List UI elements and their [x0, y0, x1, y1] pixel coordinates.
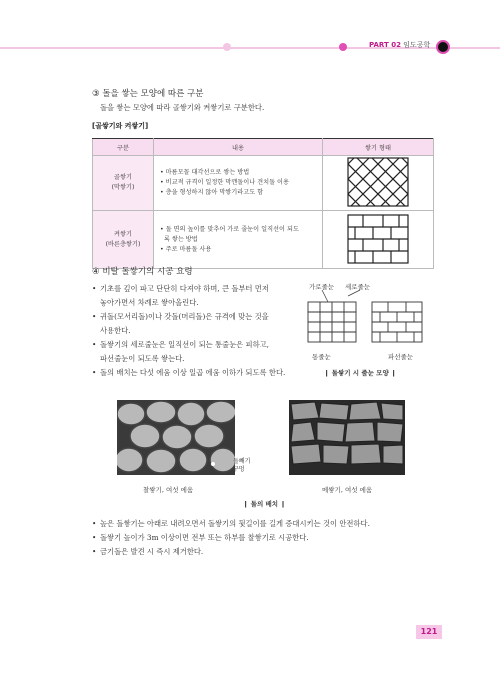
- list-item: • 금기돌은 발견 시 즉시 제거한다.: [92, 545, 432, 559]
- col-header: 내용: [154, 139, 323, 156]
- header-dot: [339, 43, 347, 51]
- coursed-pattern-figure: [323, 211, 434, 269]
- list-item: • 돌쌓기의 세로줄눈은 일직선이 되는 통줄눈은 피하고, 파선줄눈이 되도록 쌓는다.: [92, 338, 307, 366]
- diagonal-pattern-figure: [323, 156, 434, 211]
- section4-bullets: [92, 282, 307, 380]
- col-header: 쌓기 형태: [323, 139, 434, 156]
- list-item: • 돌의 배치는 다섯 에움 이상 일곱 에움 이하가 되도록 한다.: [92, 366, 307, 380]
- label-horizontal-joint: 가로줄눈: [309, 283, 335, 291]
- row-desc: • 돌 면의 높이를 맞추어 가로 줄눈이 일직선이 되도 록 쌓는 방법 • 주로 마름돌 사용: [154, 211, 323, 269]
- dry-masonry-photo: [289, 400, 405, 475]
- notes-list: [92, 517, 432, 559]
- part-label: PART 02 임도공학: [369, 41, 431, 49]
- page-number: 121: [416, 625, 442, 639]
- table-row: [93, 156, 434, 211]
- label-through-joint: 통줄눈: [312, 353, 331, 361]
- col-header: 구분: [93, 139, 154, 156]
- header-ball: [436, 40, 450, 54]
- list-item: • 귀돌(모서리돌)이나 갓돌(머리돌)은 규격에 맞는 것을 사용한다.: [92, 310, 307, 338]
- label-dry-masonry: 메쌓기, 여섯 에움: [322, 486, 373, 494]
- section4-heading: ④ 비탈 돌쌓기의 시공 요령: [92, 267, 193, 277]
- list-item: • 기초를 깊이 파고 단단히 다져야 하며, 큰 돌부터 먼저 놓아가면서 차례로 쌓아올린다.: [92, 282, 307, 310]
- row-desc: • 마름모꼴 대각선으로 쌓는 방법 • 비교적 규격이 일정한 막깬돌이나 견치돌 이용 • 층을 형성하지 않아 막쌓기라고도 함: [154, 156, 323, 211]
- row-name: 켜쌓기 (바른층쌓기): [93, 211, 154, 269]
- list-item: • 높은 돌쌓기는 아래로 내려오면서 돌쌓기의 뒷길이를 길게 증대시키는 것이 안전하다.: [92, 517, 432, 531]
- stone-figure-caption: ❙ 돌의 배치 ❙: [243, 500, 286, 508]
- list-item: • 돌쌓기 높이가 3m 이상이면 전부 또는 하부를 찰쌓기로 시공한다.: [92, 531, 432, 545]
- section3-heading: ③ 돌을 쌓는 모양에 따른 구분: [92, 89, 204, 99]
- wet-masonry-photo: [117, 400, 235, 475]
- label-vertical-joint: 세로줄눈: [345, 283, 371, 291]
- row-name: 골쌓기 (막쌓기): [93, 156, 154, 211]
- table-row: [93, 211, 434, 269]
- header-dot: [223, 43, 231, 51]
- table-title: [골쌓기와 켜쌓기]: [92, 122, 149, 130]
- section3-intro: 돌을 쌓는 모양에 따라 골쌓기와 켜쌓기로 구분한다.: [100, 103, 265, 112]
- label-broken-joint: 파선줄눈: [388, 353, 414, 361]
- joint-figure-caption: ❙ 돌쌓기 시 줄눈 모양 ❙: [324, 369, 397, 377]
- comparison-table: [92, 138, 434, 269]
- label-wet-masonry: 찰쌓기, 여섯 에움: [143, 486, 194, 494]
- joint-figure: [300, 288, 430, 348]
- drain-hole-callout: 돌빼기 구멍: [233, 458, 251, 473]
